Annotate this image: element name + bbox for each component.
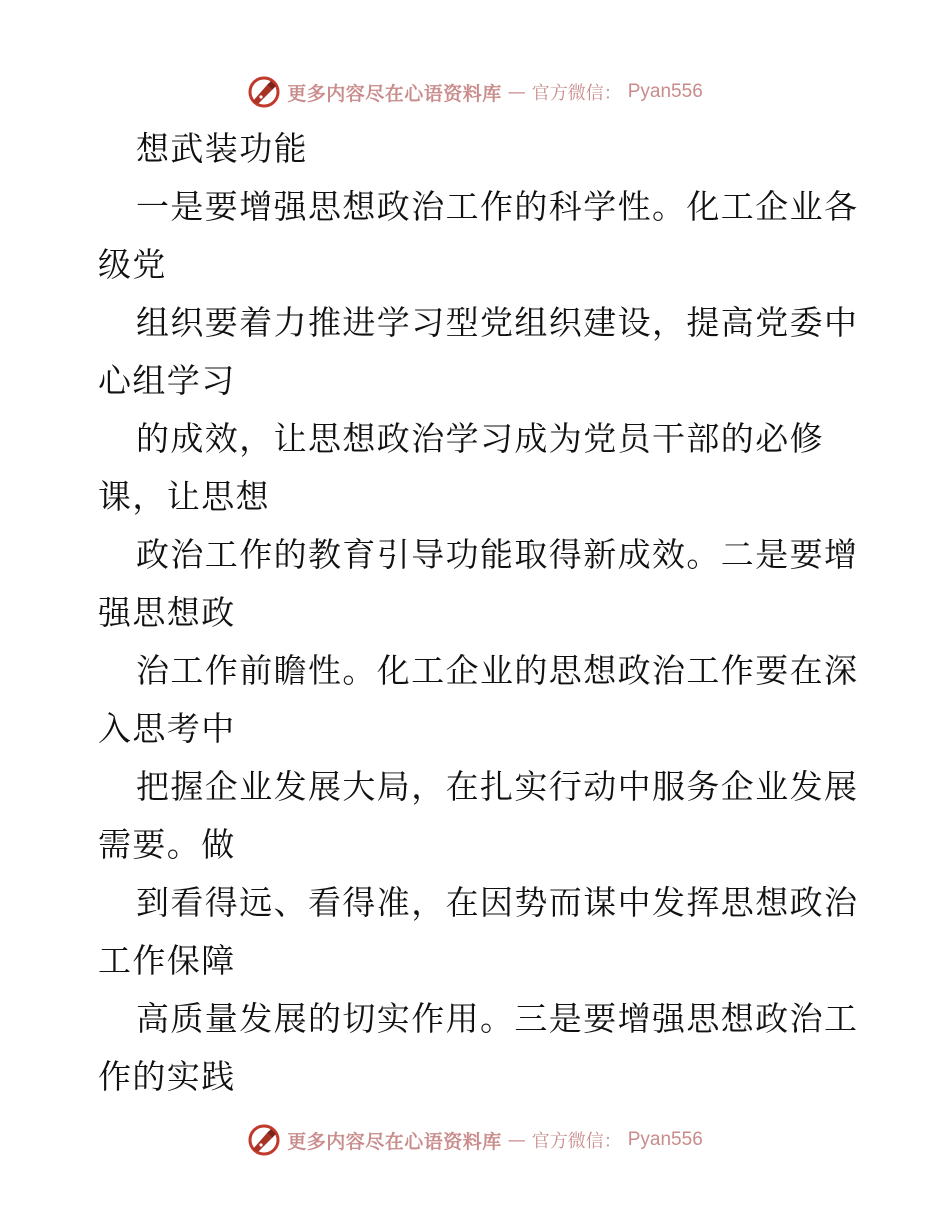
text-line: 强思想政	[98, 593, 236, 632]
text-line: 到看得远、看得准，在因势而谋中发挥思想政治	[136, 883, 859, 922]
text-line: 想武装功能	[136, 129, 308, 168]
banner-wechat-label: 官方微信：	[531, 83, 622, 104]
text-line: 作的实践	[98, 1057, 236, 1096]
text-line: 组织要着力推进学习型党组织建设，提高党委中	[136, 303, 859, 342]
text-line: 政治工作的教育引导功能取得新成效。二是要增	[136, 535, 859, 574]
banner-wechat-label: 官方微信：	[531, 1131, 622, 1152]
header-banner	[0, 72, 950, 112]
text-line: 一是要增强思想政治工作的科学性。化工企业各	[136, 187, 859, 226]
text-line: 高质量发展的切实作用。三是要增强思想政治工	[136, 999, 859, 1038]
text-line: 级党	[98, 245, 167, 284]
pen-nib-logo-icon	[247, 1123, 281, 1157]
text-line: 心组学习	[98, 361, 236, 400]
banner-separator: —	[507, 81, 526, 103]
text-line: 课，让思想	[98, 477, 270, 516]
text-line: 工作保障	[98, 941, 236, 980]
document-body	[98, 120, 858, 1106]
text-line: 入思考中	[98, 709, 236, 748]
banner-wechat-id: Pyan556	[627, 81, 703, 102]
pen-nib-logo-icon	[247, 75, 281, 109]
text-line: 需要。做	[98, 825, 236, 864]
footer-banner	[0, 1120, 950, 1160]
banner-separator: —	[507, 1129, 526, 1151]
text-line: 的成效，让思想政治学习成为党员干部的必修	[136, 419, 824, 458]
text-line: 治工作前瞻性。化工企业的思想政治工作要在深	[136, 651, 859, 690]
banner-title: 更多内容尽在心语资料库	[287, 1130, 502, 1153]
banner-wechat-id: Pyan556	[627, 1129, 703, 1150]
text-line: 把握企业发展大局，在扎实行动中服务企业发展	[136, 767, 859, 806]
banner-title: 更多内容尽在心语资料库	[287, 82, 502, 105]
